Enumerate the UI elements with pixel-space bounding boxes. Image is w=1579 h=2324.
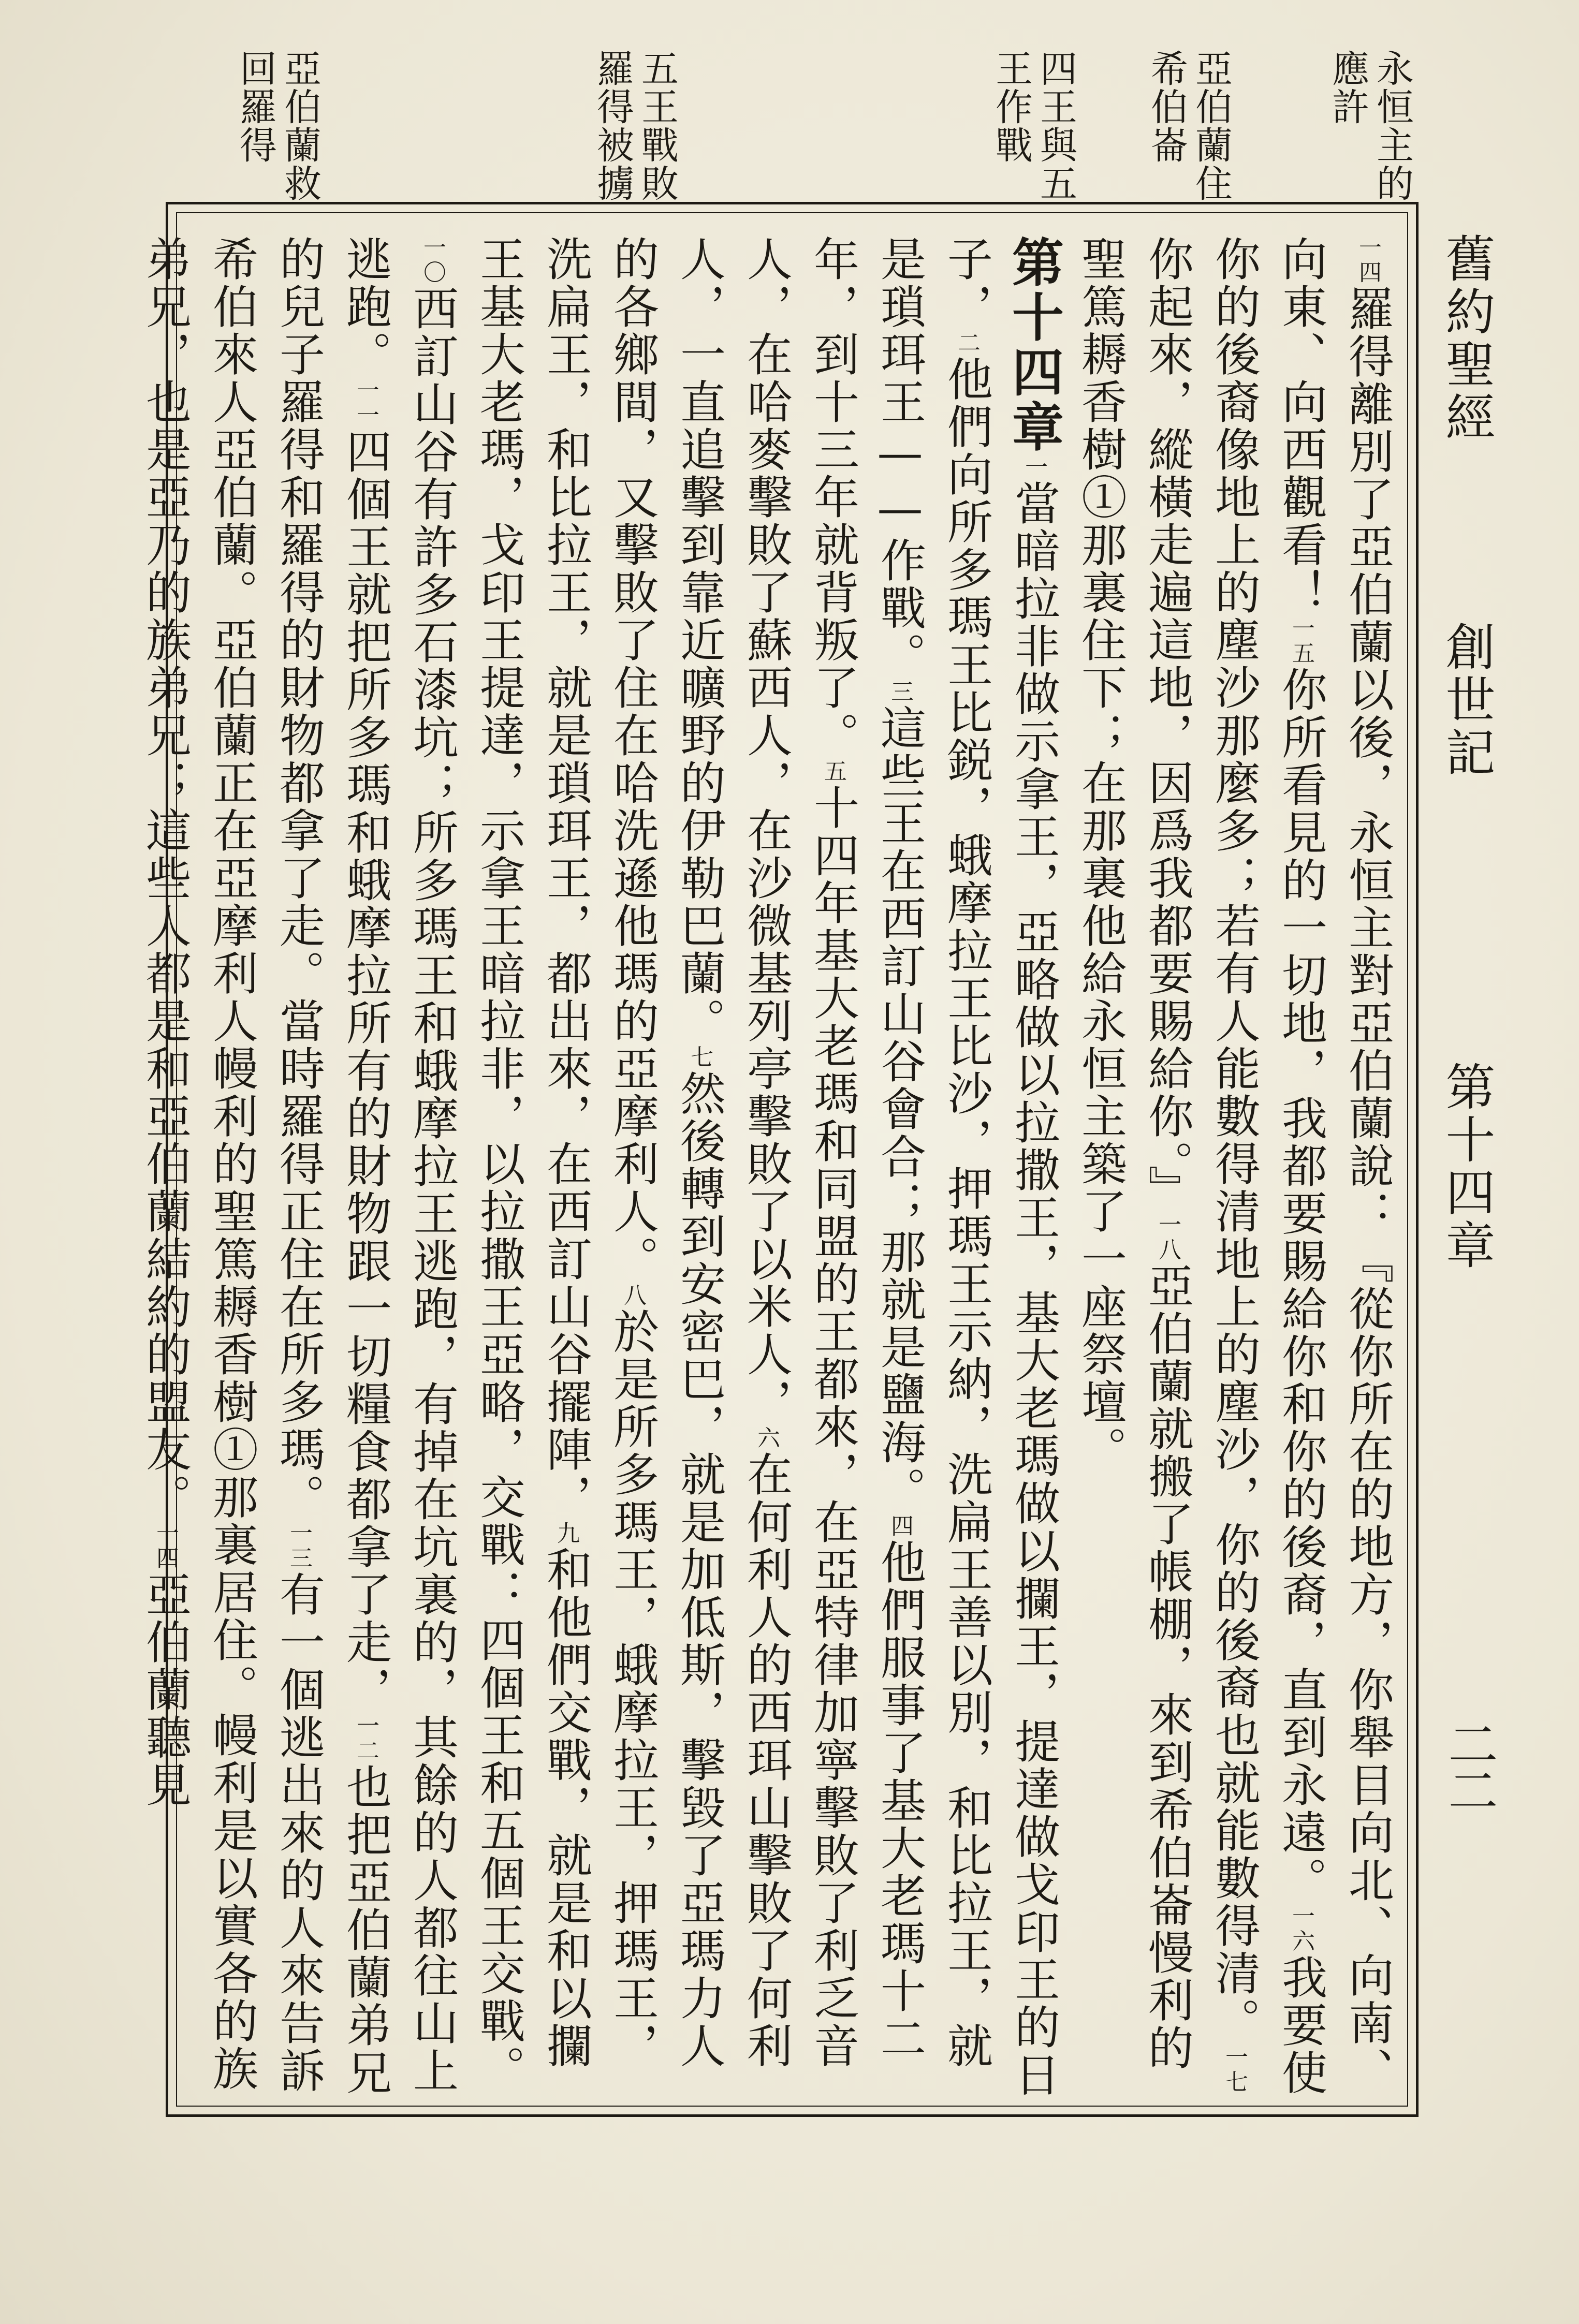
verse-number: 三 (887, 680, 913, 704)
side-heading-defeat: 五王戰敗羅得被擄 (591, 49, 679, 202)
book-title: 舊約聖經 (1438, 233, 1496, 444)
verse-number: 一六 (1288, 1904, 1314, 1954)
verse-number: 一七 (1221, 2045, 1248, 2095)
verse-text: 你所看見的一切地，我都要賜給你和你的後裔，直到永遠。 (1275, 666, 1328, 1904)
chapter-title: 第十四章 (1438, 1061, 1496, 1272)
passage-text (139, 236, 1401, 2099)
verse-text: 這些王在西訂山谷會合；那就是鹽海。 (873, 704, 927, 1514)
side-heading-war: 四王與五王作戰 (989, 49, 1077, 202)
verse-text: 於是所多瑪王，蛾摩拉王，押瑪王，洗扁王，和比拉王，就是瑣珥王，都出來，在西訂山谷擺陣， (539, 236, 660, 2070)
verse-text: 其餘的人都往山上逃跑。 (339, 236, 459, 2095)
verse-number: 五 (820, 759, 846, 784)
verse-number: 一一 (353, 378, 379, 428)
verse-text: 西訂山谷有許多石漆坑；所多瑪王和蛾摩拉王逃跑，有掉在坑裏的， (406, 285, 459, 1714)
verse-number: 二 (954, 331, 980, 356)
verse-number: 一四 (1355, 236, 1381, 285)
verse-number: 九 (553, 1521, 579, 1546)
verse-number: 一八 (1154, 1213, 1181, 1262)
verse-number: 六 (753, 1426, 780, 1451)
verse-text: 我要使你的後裔像地上的塵沙那麼多；若有人能數得清地上的塵沙，你的後裔也就能數得清。 (1208, 236, 1328, 2097)
verse-text: 和他們交戰，就是和以攔王基大老瑪，戈印王提達，示拿王暗拉非，以拉撒王亞略，交戰：四個王和五個王交戰。 (473, 236, 593, 2093)
side-heading-hebron: 亞伯蘭住希伯崙 (1145, 49, 1233, 202)
page-number: 二二 (1440, 1718, 1498, 1812)
verse-text: 四個王就把所多瑪和蛾摩拉所有的財物跟一切糧食都拿了走， (339, 428, 392, 1714)
verse-number: 一二 (353, 1714, 379, 1763)
verse-text: 當暗拉非做示拿王，亞略做以拉撒王，基大老瑪做以攔王，提達做戈印王的日子， (940, 236, 1061, 2099)
chapter-heading: 第十四章 (1003, 236, 1064, 455)
verse-number: 四 (887, 1514, 913, 1539)
verse-14-11 (339, 378, 392, 1714)
book-name: 創世記 (1438, 621, 1496, 779)
verse-text: 羅得離別了亞伯蘭以後，永恒主對亞伯蘭說：『從你所在的地方，你舉目向北、向南、向東、向西觀看！ (1275, 236, 1395, 2095)
verse-text: 也把亞伯蘭弟兄的兒子羅得和羅得的財物都拿了走。當時羅得正住在所多瑪。 (272, 236, 392, 2097)
verse-number: 八 (620, 1283, 646, 1308)
verse-number: 一五 (1288, 616, 1314, 666)
verse-text: 亞伯蘭就搬了帳棚，來到希伯崙慢利的聖篤耨香樹①那裏住下；在那裏他給永恒主築了一座祭壇。 (1074, 236, 1194, 2072)
verse-14-10 (406, 236, 459, 1714)
verse-14-3 (873, 680, 927, 1514)
verse-text: 他們服事了基大老瑪十二年，到十三年就背叛了。 (807, 236, 927, 2063)
verse-text: 有一個逃出來的人來告訴希伯來人亞伯蘭。亞伯蘭正在亞摩利人幔利的聖篤耨香樹①那裏居住。幔利是以實各的族弟兄，也是亞乃的族弟兄；這些人都是和亞伯蘭結約的盟友。 (139, 236, 326, 2095)
side-heading-rescue: 亞伯蘭救回羅得 (233, 49, 321, 202)
verse-text: 他們向所多瑪王比鋭，蛾摩拉王比沙，押瑪王示納，洗扁王善以別，和比拉王，就是瑣珥王——作戰。 (873, 236, 993, 2070)
side-heading-promise: 永恒主的應許 (1326, 49, 1414, 202)
verse-14-14 (139, 1521, 192, 1809)
verse-text: 十四年基大老瑪和同盟的王都來，在亞特律加寧擊敗了利乏音人，在哈麥擊敗了蘇西人，在沙微基列亭擊敗了以米人， (740, 236, 860, 2070)
verse-text: 然後轉到安密巴，就是加低斯，擊毀了亞瑪力人的各鄉間，又擊敗了住在哈洗遜他瑪的亞摩利人。 (606, 236, 726, 2070)
verse-text: 在何利人的西珥山擊敗了何利人，一直追擊到靠近曠野的伊勒巴蘭。 (673, 236, 793, 2070)
verse-number: 一 (1021, 455, 1047, 480)
verse-number: 七 (686, 1045, 713, 1070)
verse-number: 一四 (152, 1521, 179, 1571)
verse-number: 一〇 (419, 236, 446, 285)
verse-text: 亞伯蘭聽見 (139, 1571, 192, 1809)
verse-13-15 (1275, 616, 1328, 1904)
verse-number: 一三 (286, 1521, 312, 1571)
verse-text: 你起來，縱橫走遍這地，因爲我都要賜給你。』 (1141, 236, 1194, 1213)
